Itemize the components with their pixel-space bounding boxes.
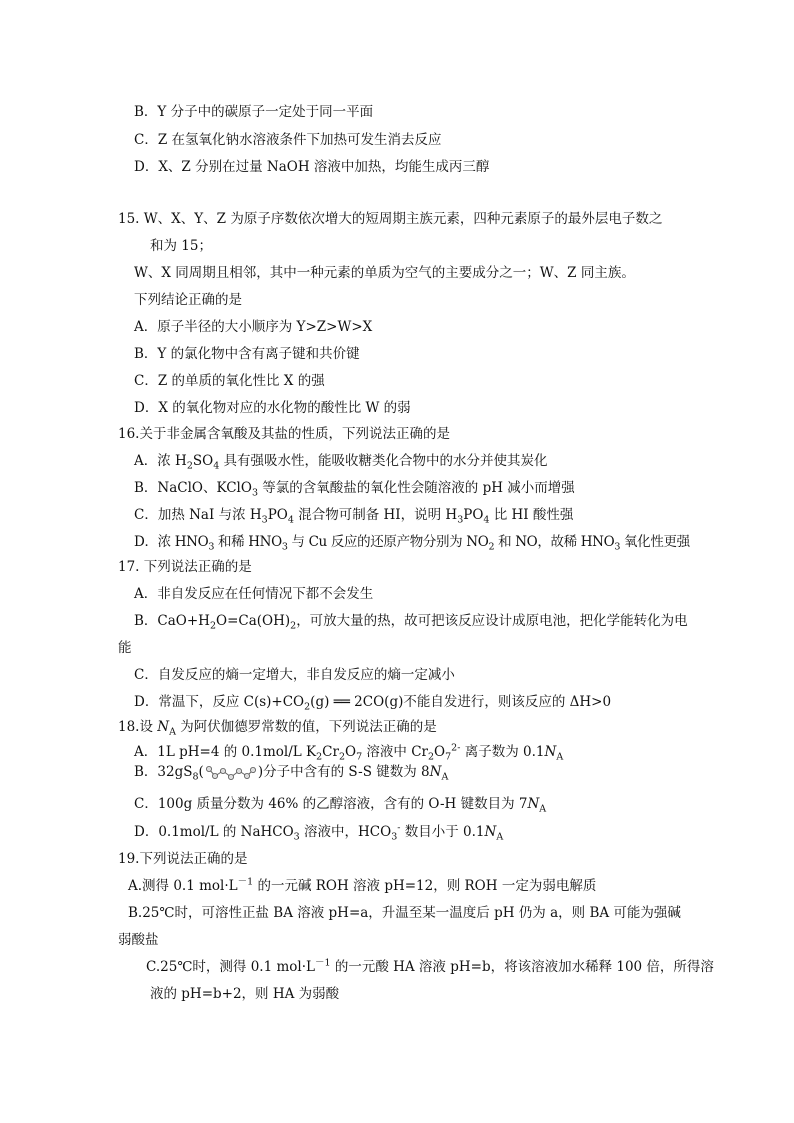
q19-option-b: B.25℃时，可溶性正盐 BA 溶液 pH=a，升温至某一温度后 pH 仍为 a，则 BA 可能为强碱 [128,905,681,921]
q19-stem: 19.下列说法正确的是 [118,851,248,867]
q15-stem-line2: 和为 15； [150,238,212,254]
q15-stem-line1: 15. W、X、Y、Z 为原子序数依次增大的短周期主族元素，四种元素原子的最外层电子数之 [118,211,663,227]
q18-option-a: A．1L pH=4 的 0.1mol/L $K_2Cr_2O_7$ 溶液中 $Cr_2O_7^{2-}$ 离子数为 $0.1N_A$ [134,742,564,763]
q17-stem: 17. 下列说法正确的是 [118,559,252,575]
q15-option-d: D．X 的氧化物对应的水化物的酸性比 W 的弱 [134,400,411,416]
q17-option-b-cont: 能 [118,640,132,656]
q15-stem-line3: W、X 同周期且相邻，其中一种元素的单质为空气的主要成分之一；W、Z 同主族。 [134,265,635,281]
q18-stem: 18.设 $N_A$ 为阿伏伽德罗常数的值，下列说法正确的是 [118,719,437,738]
q17-option-b: B．$CaO+H_2O=Ca(OH)_2$，可放大量的热，故可把该反应设计成原电池，把化学能转化为电 [134,613,688,632]
q19-option-c-cont: 液的 pH=b+2，则 HA 为弱酸 [150,986,340,1002]
q19-option-b-cont: 弱酸盐 [118,932,159,948]
q14-option-b: B．Y 分子中的碳原子一定处于同一平面 [134,104,374,120]
q18-option-d: D．0.1mol/L 的 NaHCO$_3$ 溶液中，$HCO_3^-$ 数目小于 $0.1N_A$ [134,822,504,843]
q16-option-b: B．NaClO、KClO$_3$ 等氯的含氧酸盐的氧化性会随溶液的 pH 减小而增强 [134,480,575,499]
q17-option-a: A．非自发反应在任何情况下都不会发生 [134,586,374,602]
q17-option-d: D．常温下，反应 $C(s)+CO_2(g)$ ══ 2CO(g)不能自发进行，则该反应的 ΔH>0 [134,694,612,713]
q16-option-d: D．浓 $HNO_3$ 和稀 $HNO_3$ 与 Cu 反应的还原产物分别为 $NO_2$ 和 NO，故稀 $HNO_3$ 氧化性更强 [134,534,690,553]
q14-option-c: C．Z 在氢氧化钠水溶液条件下加热可发生消去反应 [134,132,442,148]
q18-option-c: C．100g 质量分数为 46% 的乙醇溶液，含有的 O-H 键数目为 $7N_A$ [134,796,547,815]
q15-option-b: B．Y 的氯化物中含有离子键和共价键 [134,346,360,362]
q18-option-b: B．$32gS_8$( )分子中含有的 S-S 键数为 $8N_A$ [134,764,449,783]
q17-option-c: C．自发反应的熵一定增大，非自发反应的熵一定减小 [134,667,455,683]
q19-option-a: A.测得 0.1 $mol\cdot L^{-1}$ 的一元碱 ROH 溶液 pH=12，则 ROH 一定为弱电解质 [128,876,597,894]
s8-crown-molecule-icon [205,764,257,782]
q16-option-a: A．浓 $H_2SO_4$ 具有强吸水性，能吸收糖类化合物中的水分并使其炭化 [134,453,548,472]
q15-option-a: A．原子半径的大小顺序为 Y>Z>W>X [134,319,373,335]
q16-stem: 16.关于非金属含氧酸及其盐的性质，下列说法正确的是 [118,426,450,442]
q15-stem-line4: 下列结论正确的是 [134,292,242,308]
q19-option-c: C.25℃时，测得 0.1 $mol\cdot L^{-1}$ 的一元酸 HA 溶液 pH=b，将该溶液加水稀释 100 倍，所得溶 [146,957,714,975]
q14-option-d: D．X、Z 分别在过量 NaOH 溶液中加热，均能生成丙三醇 [134,159,490,175]
q16-option-c: C．加热 NaI 与浓 $H_3PO_4$ 混合物可制备 HI，说明 $H_3PO_4$ 比 HI 酸性强 [134,507,574,526]
q15-option-c: C．Z 的单质的氧化性比 X 的强 [134,373,325,389]
